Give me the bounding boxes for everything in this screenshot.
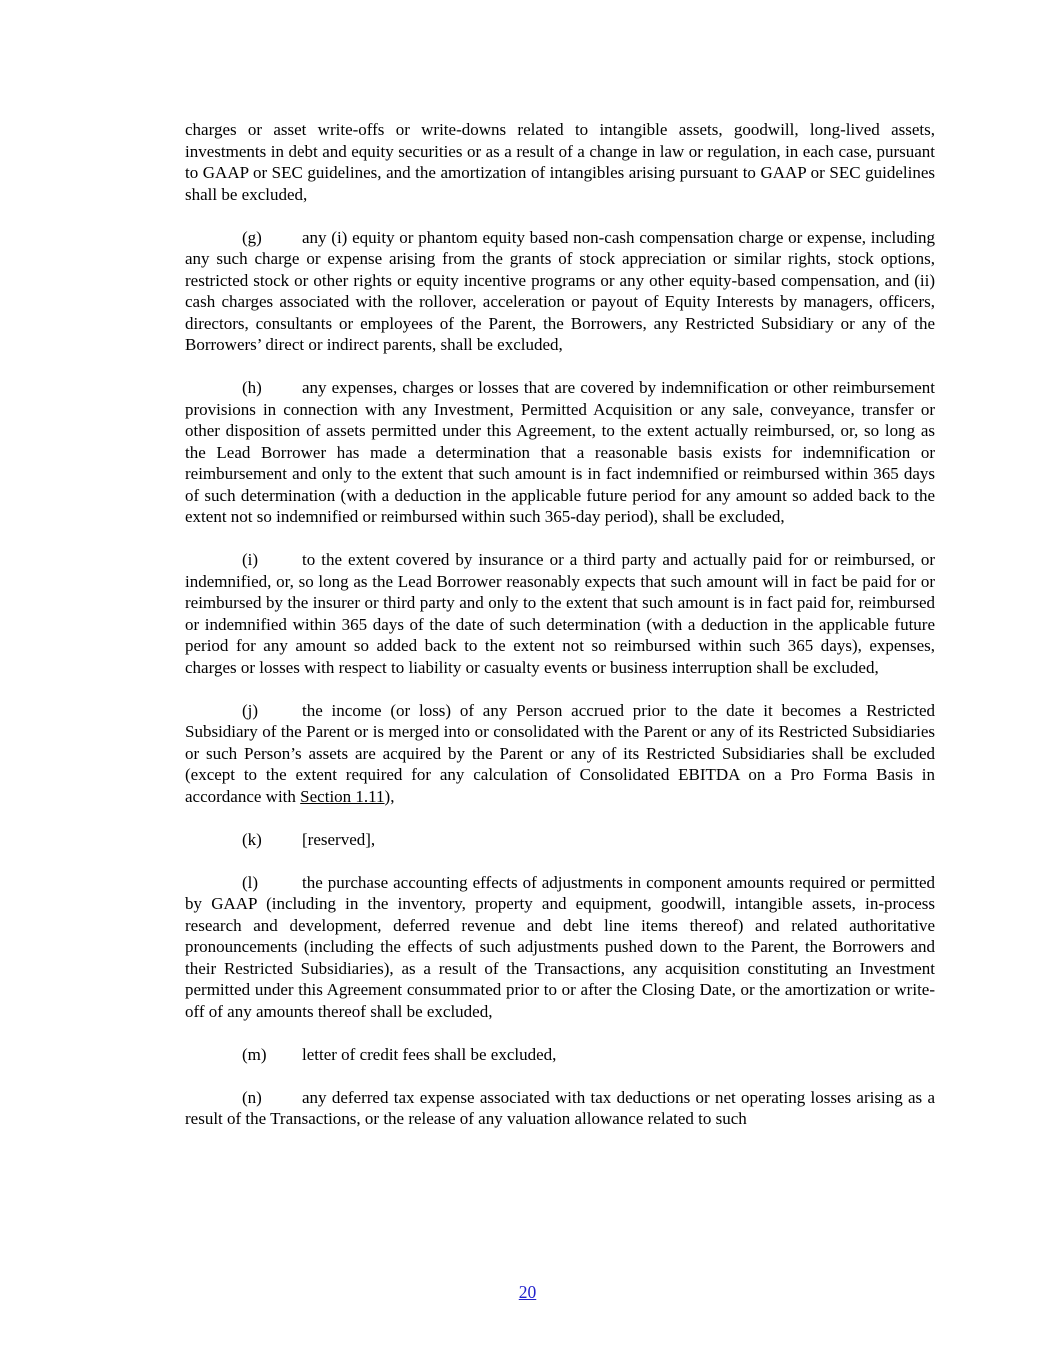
paragraph-n <box>185 1087 935 1130</box>
list-label-l: (l) <box>242 872 259 892</box>
paragraph-h-text: any expenses, charges or losses that are covered by indemnification or other reimbursement provisions in connection with any Investment, Permitted Acquisition or any sale, conveyance, transfer or other disposition of assets permitted under this Agreement, to the extent actually reimbursed, or, so long as the Lead Borrower has made a determination that a reasonable basis exists for indemnification or reimbursement and only to the extent that such amount is in fact indemnified or reimbursed within 365 days of such determination (with a deduction in the applicable future period for any amount so added back to the extent not so indemnified or reimbursed within such 365-day period), shall be excluded, <box>185 378 935 526</box>
list-label-h: (h) <box>242 378 262 397</box>
paragraph-k-text: [reserved], <box>302 829 376 849</box>
paragraph-h <box>185 377 935 528</box>
section-reference: Section 1.11 <box>300 786 385 806</box>
paragraph-g-text: any (i) equity or phantom equity based non-cash compensation charge or expense, including any such charge or expense arising from the grants of stock appreciation or similar rights, stock options, restricted stock or other rights or equity incentive programs or any other equity-based compensation, and (ii) cash charges associated with the rollover, acceleration or payout of Equity Interests by managers, officers, directors, consultants or employees of the Parent, the Borrowers, any Restricted Subsidiary or any of the Borrowers’ direct or indirect parents, shall be excluded, <box>185 227 935 354</box>
paragraph-g <box>185 227 935 356</box>
paragraph-j <box>185 700 935 808</box>
paragraph-i <box>185 549 935 678</box>
paragraph-m <box>185 1044 935 1066</box>
body-text <box>185 119 935 1130</box>
list-label-j: (j) <box>242 700 259 720</box>
paragraph-m-text: letter of credit fees shall be excluded, <box>302 1044 557 1064</box>
list-label-k: (k) <box>242 829 262 849</box>
paragraph-n-text: any deferred tax expense associated with tax deductions or net operating losses arising as a result of the Transactions, or the release of any valuation allowance related to such <box>185 1087 935 1128</box>
list-label-i: (i) <box>242 550 259 569</box>
page-footer <box>0 1281 1055 1303</box>
paragraph-continuation: charges or asset write-offs or write-downs related to intangible assets, goodwill, long-lived assets, investments in debt and equity securities or as a result of a change in law or regulation, in each case, pursuant to GAAP or SEC guidelines, and the amortization of intangibles arising pursuant to GAAP or SEC guidelines shall be excluded, <box>185 120 935 204</box>
page-number-link[interactable]: 20 <box>518 1282 537 1302</box>
paragraph-l <box>185 872 935 1023</box>
paragraph-j-text-after: ), <box>384 786 395 806</box>
paragraph-j-text-before: the income (or loss) of any Person accrued prior to the date it becomes a Restricted Subsidiary of the Parent or is merged into or consolidated with the Parent or any of its Restricted Subsidiaries or such Person’s assets are acquired by the Parent or any of its Restricted Subsidiaries shall be excluded (except to the extent required for any calculation of Consolidated EBITDA on a Pro Forma Basis in accordance with <box>185 700 935 806</box>
paragraph-i-text: to the extent covered by insurance or a third party and actually paid for or reimbursed, or indemnified, or, so long as the Lead Borrower reasonably expects that such amount will in fact be paid for or reimbursed by the insurer or third party and only to the extent that such amount is in fact paid for, reimbursed or indemnified within 365 days of the date of such determination (with a deduction in the applicable future period for any amount so added back to the extent not so reimbursed within such 365 days), expenses, charges or losses with respect to liability or casualty events or business interruption shall be excluded, <box>185 550 935 677</box>
paragraph-k <box>185 829 935 851</box>
paragraph-l-text: the purchase accounting effects of adjustments in component amounts required or permitted by GAAP (including in the inventory, property and equipment, goodwill, intangible assets, in-process research and development, deferred revenue and debt line items thereof) and related authoritative pronouncements (including the effects of such adjustments pushed down to the Parent, the Borrowers and their Restricted Subsidiaries), as a result of the Transactions, any acquisition constituting an Investment permitted under this Agreement consummated prior to or after the Closing Date, or the amortization or write-off of any amounts thereof shall be excluded, <box>185 872 935 1021</box>
list-label-m: (m) <box>242 1044 267 1064</box>
list-label-n: (n) <box>242 1087 262 1107</box>
list-label-g: (g) <box>242 227 262 247</box>
